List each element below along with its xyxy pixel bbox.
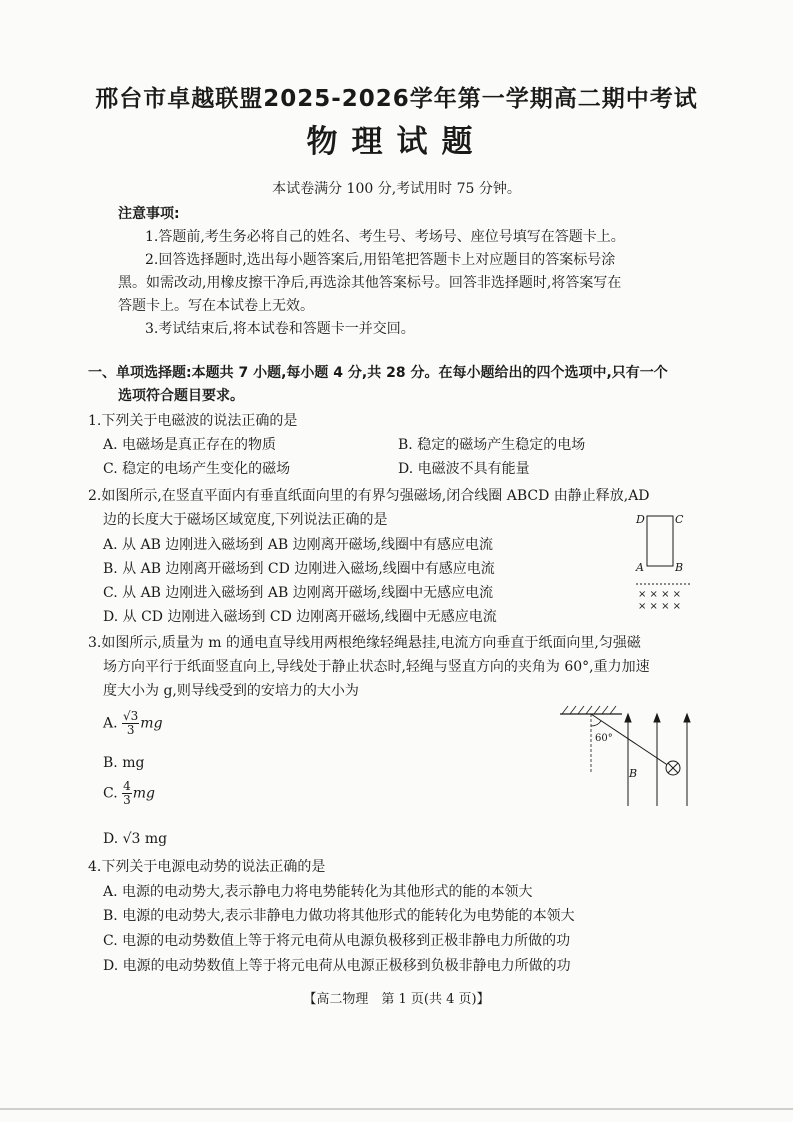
q1-option-c: C. 稳定的电场产生变化的磁场 <box>103 461 291 477</box>
page-footer: 【高二物理 第 1 页(共 4 页)】 <box>303 992 490 1007</box>
q2-stem-line2: 边的长度大于磁场区域宽度,下列说法正确的是 <box>103 512 388 528</box>
field-lines <box>625 714 690 806</box>
q4-option-c: C. 电源的电动势数值上等于将元电荷从电源负极移到正极非静电力所做的功 <box>103 933 571 949</box>
q3-option-a-label: A. <box>103 715 118 732</box>
field-row-1: × × × × <box>638 589 682 600</box>
q2-option-d: D. 从 CD 边刚进入磁场到 CD 边刚离开磁场,线圈中无感应电流 <box>103 609 497 625</box>
angle-arc <box>591 721 601 726</box>
q1-stem: 1.下列关于电磁波的说法正确的是 <box>88 413 298 429</box>
q4-option-a: A. 电源的电动势大,表示静电力将电势能转化为其他形式的能的本领大 <box>103 884 533 900</box>
q4-option-d: D. 电源的电动势数值上等于将元电荷从电源正极移到负极非静电力所做的功 <box>103 958 571 974</box>
q3-option-c-fraction <box>122 780 132 807</box>
q4-option-b: B. 电源的电动势大,表示非静电力做功将其他形式的能转化为电势能的本领大 <box>103 908 575 924</box>
q1-option-b: B. 稳定的磁场产生稳定的电场 <box>398 437 586 453</box>
q3-option-c-denominator: 3 <box>123 793 131 807</box>
section-heading-line1: 一、单项选择题:本题共 7 小题,每小题 4 分,共 28 分。在每小题给出的四个选项中,只有一个 <box>88 365 668 381</box>
q3-option-b: B. mg <box>103 755 145 771</box>
field-label-b: B <box>629 767 638 780</box>
q2-stem-line1: 2.如图所示,在竖直平面内有垂直纸面向里的有界匀强磁场,闭合线圈 ABCD 由静止释放,AD <box>88 488 650 504</box>
q2-option-a: A. 从 AB 边刚进入磁场到 AB 边刚离开磁场,线圈中有感应电流 <box>103 537 494 553</box>
q1-option-a: A. 电磁场是真正存在的物质 <box>103 437 277 453</box>
q3-option-c-tail: mg <box>132 785 156 802</box>
q2-option-c: C. 从 AB 边刚进入磁场到 AB 边刚离开磁场,线圈中无感应电流 <box>103 585 494 601</box>
q3-option-a-numerator: √3 <box>123 709 139 723</box>
subject-title: 物理试题 <box>306 124 487 160</box>
q3-stem-line1: 3.如图所示,质量为 m 的通电直导线用两根绝缘轻绳悬挂,电流方向垂直于纸面向里,匀强磁 <box>88 635 641 651</box>
notes-item-2-line2: 黑。如需改动,用橡皮擦干净后,再选涂其他答案标号。回答非选择题时,将答案写在 <box>118 275 622 291</box>
coil-rect <box>647 516 673 566</box>
coil-label-d: D <box>636 513 645 526</box>
q3-option-a-tail: mg <box>140 715 163 732</box>
exam-info: 本试卷满分 100 分,考试用时 75 分钟。 <box>272 181 521 197</box>
notes-heading: 注意事项: <box>118 206 180 222</box>
wire-cross-section-icon <box>666 761 680 775</box>
q3-option-c <box>103 780 155 807</box>
bottom-edge-rule <box>0 1108 793 1110</box>
q3-stem-line2: 场方向平行于纸面竖直向上,导线处于静止状态时,轻绳与竖直方向的夹角为 60°,重力加速 <box>103 659 650 675</box>
coil-label-c: C <box>675 513 684 526</box>
section-heading-line2: 选项符合题目要求。 <box>118 388 244 404</box>
q4-stem: 4.下列关于电源电动势的说法正确的是 <box>88 859 326 875</box>
coil-label-a: A <box>636 561 644 574</box>
ceiling-hatch <box>562 706 616 714</box>
q1-option-d: D. 电磁波不具有能量 <box>398 461 530 477</box>
field-row-2: × × × × <box>638 601 682 612</box>
q3-option-c-numerator: 4 <box>123 779 131 793</box>
notes-item-3: 3.考试结束后,将本试卷和答题卡一并交回。 <box>145 321 415 337</box>
exam-title: 邢台市卓越联盟2025-2026学年第一学期高二期中考试 <box>95 86 698 112</box>
q3-option-c-label: C. <box>103 785 118 802</box>
q2-figure <box>630 508 695 616</box>
q3-stem-line3: 度大小为 g,则导线受到的安培力的大小为 <box>103 683 359 699</box>
q2-option-b: B. 从 AB 边刚离开磁场到 CD 边刚进入磁场,线圈中有感应电流 <box>103 561 495 577</box>
notes-item-1: 1.答题前,考生务必将自己的姓名、考生号、考场号、座位号填写在答题卡上。 <box>145 229 625 245</box>
q3-option-a <box>103 710 163 737</box>
q3-option-a-denominator: 3 <box>126 723 135 737</box>
notes-item-2-line1: 2.回答选择题时,选出每小题答案后,用铅笔把答题卡上对应题目的答案标号涂 <box>145 252 616 268</box>
angle-label: 60° <box>595 733 613 744</box>
q3-figure <box>560 702 695 810</box>
q3-option-d: D. √3 mg <box>103 831 168 847</box>
coil-label-b: B <box>675 561 684 574</box>
notes-item-2-line3: 答题卡上。写在本试卷上无效。 <box>118 298 314 314</box>
q3-option-a-fraction <box>122 710 139 737</box>
